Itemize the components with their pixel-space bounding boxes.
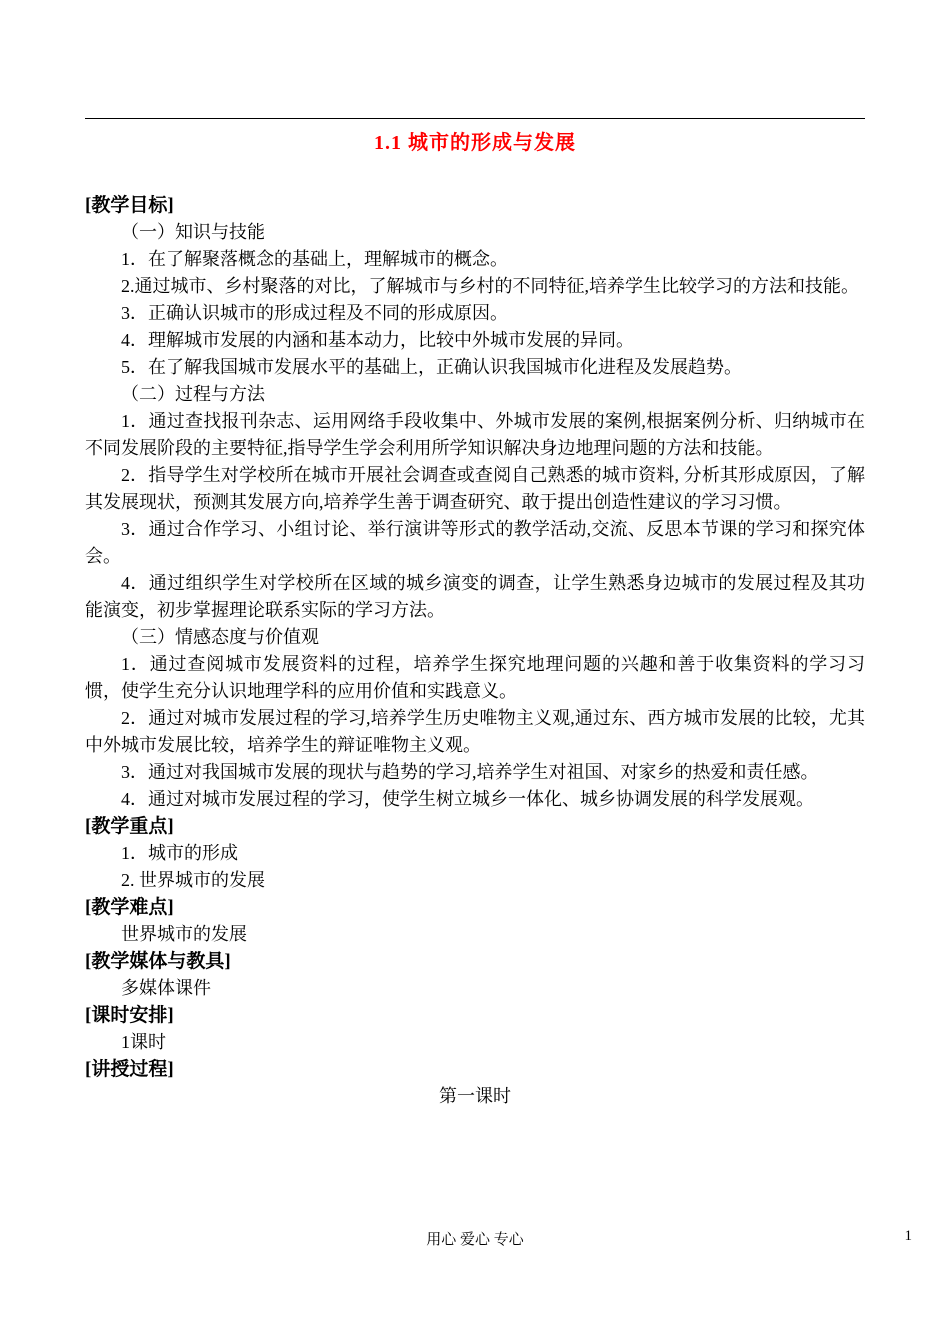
section-heading: [课时安排] <box>85 1005 174 1026</box>
footer-text: 用心 爱心 专心 <box>426 1232 524 1248</box>
section-heading: [教学难点] <box>85 897 174 918</box>
paragraph: 3．通过合作学习、小组讨论、举行演讲等形式的教学活动,交流、反思本节课的学习和探究体会。 <box>85 519 865 566</box>
paragraph: 2．通过对城市发展过程的学习,培养学生历史唯物主义观,通过东、西方城市发展的比较，尤其中外城市发展比较，培养学生的辩证唯物主义观。 <box>85 708 865 755</box>
page-number: 1 <box>904 1228 912 1244</box>
paragraph: 4．通过组织学生对学校所在区域的城乡演变的调查，让学生熟悉身边城市的发展过程及其功能演变，初步掌握理论联系实际的学习方法。 <box>85 573 865 620</box>
header-rule <box>85 118 865 119</box>
paragraph: （一）知识与技能 <box>121 222 265 242</box>
section-heading: [教学媒体与教具] <box>85 951 231 972</box>
page-footer <box>85 1228 865 1249</box>
section-heading: [教学重点] <box>85 816 174 837</box>
paragraph: 2.通过城市、乡村聚落的对比，了解城市与乡村的不同特征,培养学生比较学习的方法和技能。 <box>121 276 859 296</box>
document-body <box>85 192 865 1110</box>
paragraph: 多媒体课件 <box>121 978 211 998</box>
paragraph: 1．在了解聚落概念的基础上，理解城市的概念。 <box>121 249 508 269</box>
paragraph: 1．通过查找报刊杂志、运用网络手段收集中、外城市发展的案例,根据案例分析、归纳城市在不同发展阶段的主要特征,指导学生学会利用所学知识解决身边地理问题的方法和技能。 <box>85 411 865 458</box>
paragraph: 1．城市的形成 <box>121 843 238 863</box>
paragraph: 4．理解城市发展的内涵和基本动力，比较中外城市发展的异同。 <box>121 330 634 350</box>
paragraph: 1．通过查阅城市发展资料的过程，培养学生探究地理问题的兴趣和善于收集资料的学习习惯，使学生充分认识地理学科的应用价值和实践意义。 <box>85 654 865 701</box>
section-heading: [讲授过程] <box>85 1059 174 1080</box>
paragraph: （二）过程与方法 <box>121 384 265 404</box>
paragraph: （三）情感态度与价值观 <box>121 627 319 647</box>
paragraph: 2. 世界城市的发展 <box>121 870 265 890</box>
paragraph: 世界城市的发展 <box>121 924 247 944</box>
paragraph: 3．通过对我国城市发展的现状与趋势的学习,培养学生对祖国、对家乡的热爱和责任感。 <box>121 762 819 782</box>
section-heading: [教学目标] <box>85 195 174 216</box>
page-title: 1.1 城市的形成与发展 <box>374 132 576 154</box>
paragraph: 2．指导学生对学校所在城市开展社会调查或查阅自己熟悉的城市资料, 分析其形成原因，了解其发展现状，预测其发展方向,培养学生善于调查研究、敢于提出创造性建议的学习习惯。 <box>85 465 865 512</box>
paragraph: 1课时 <box>121 1032 166 1052</box>
paragraph: 3．正确认识城市的形成过程及不同的形成原因。 <box>121 303 508 323</box>
paragraph: 第一课时 <box>439 1086 511 1106</box>
paragraph: 5．在了解我国城市发展水平的基础上，正确认识我国城市化进程及发展趋势。 <box>121 357 742 377</box>
paragraph: 4．通过对城市发展过程的学习，使学生树立城乡一体化、城乡协调发展的科学发展观。 <box>121 789 814 809</box>
